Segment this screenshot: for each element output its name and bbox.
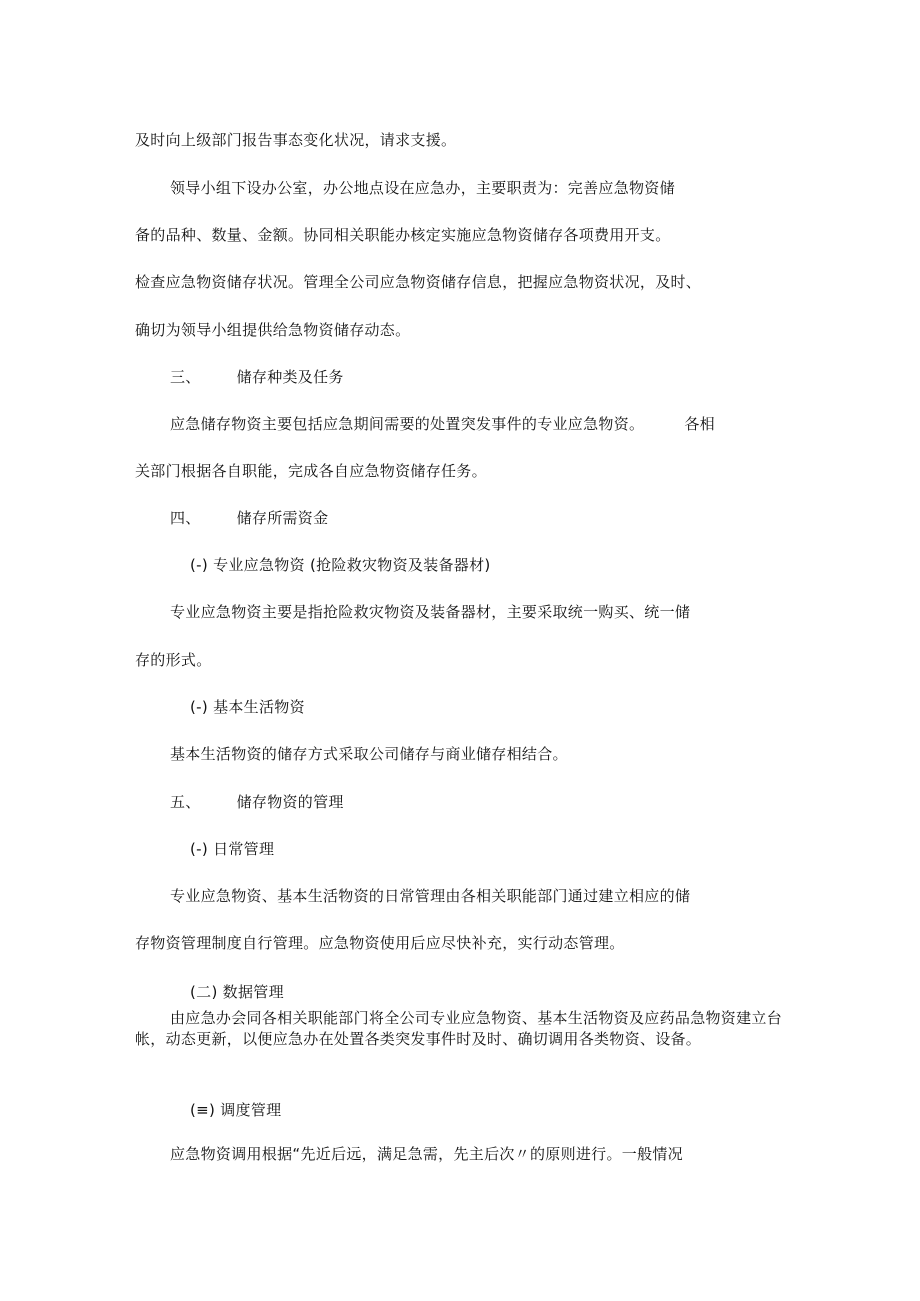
paragraph-line: 专业应急物资、基本生活物资的日常管理由各相关职能部门通过建立相应的储 [170,887,691,905]
paragraph-line: 确切为领导小组提供给急物资储存动态。 [135,321,411,339]
paragraph-line: 领导小组下设办公室，办公地点设在应急办，主要职责为：完善应急物资储 [170,179,675,197]
subsection-heading: (-) 基本生活物资 [190,698,305,716]
subsection-heading: (-) 专业应急物资 (抢险救灾物资及装备器材) [190,556,491,574]
section-number: 五、 [170,793,201,811]
paragraph-line: 备的品种、数量、金额。协同相关职能办核定实施应急物资储存各项费用开支。 [135,226,671,244]
paragraph-line: 基本生活物资的储存方式采取公司储存与商业储存相结合。 [170,745,568,763]
paragraph-block: 由应急办会同各相关职能部门将全公司专业应急物资、基本生活物资及应药品急物资建立台帐，动态更新，以便应急办在处置各类突发事件时及时、确切调用各类物资、设备。 [135,1009,783,1048]
paragraph-line: 及时向上级部门报告事态变化状况，请求支援。 [135,131,457,149]
paragraph-line: 关部门根据各自职能，完成各自应急物资储存任务。 [135,462,487,480]
section-title: 储存物资的管理 [236,793,344,811]
paragraph-line: 存物资管理制度自行管理。应急物资使用后应尽快补充，实行动态管理。 [135,934,625,952]
section-heading [170,508,328,528]
paragraph-line: 应急物资调用根据“先近后远，满足急需，先主后次〃的原则进行。一般情况 [170,1145,683,1163]
paragraph-line: 专业应急物资主要是指抢险救灾物资及装备器材，主要采取统一购买、统一储 [170,603,691,621]
section-heading [170,367,344,387]
paragraph-line: 存的形式。 [135,651,212,669]
section-title: 储存种类及任务 [236,368,344,386]
section-number: 四、 [170,509,201,527]
subsection-heading: (≡) 调度管理 [190,1101,282,1119]
section-heading [170,792,344,812]
paragraph-line: 检查应急物资储存状况。管理全公司应急物资储存信息，把握应急物资状况，及时、 [135,273,702,291]
section-title: 储存所需资金 [236,509,329,527]
subsection-heading: (-) 日常管理 [190,840,275,858]
paragraph-line: 应急储存物资主要包括应急期间需要的处置突发事件的专业应急物资。 各相 [170,415,715,433]
section-number: 三、 [170,368,201,386]
subsection-heading: (二) 数据管理 [190,983,284,1001]
